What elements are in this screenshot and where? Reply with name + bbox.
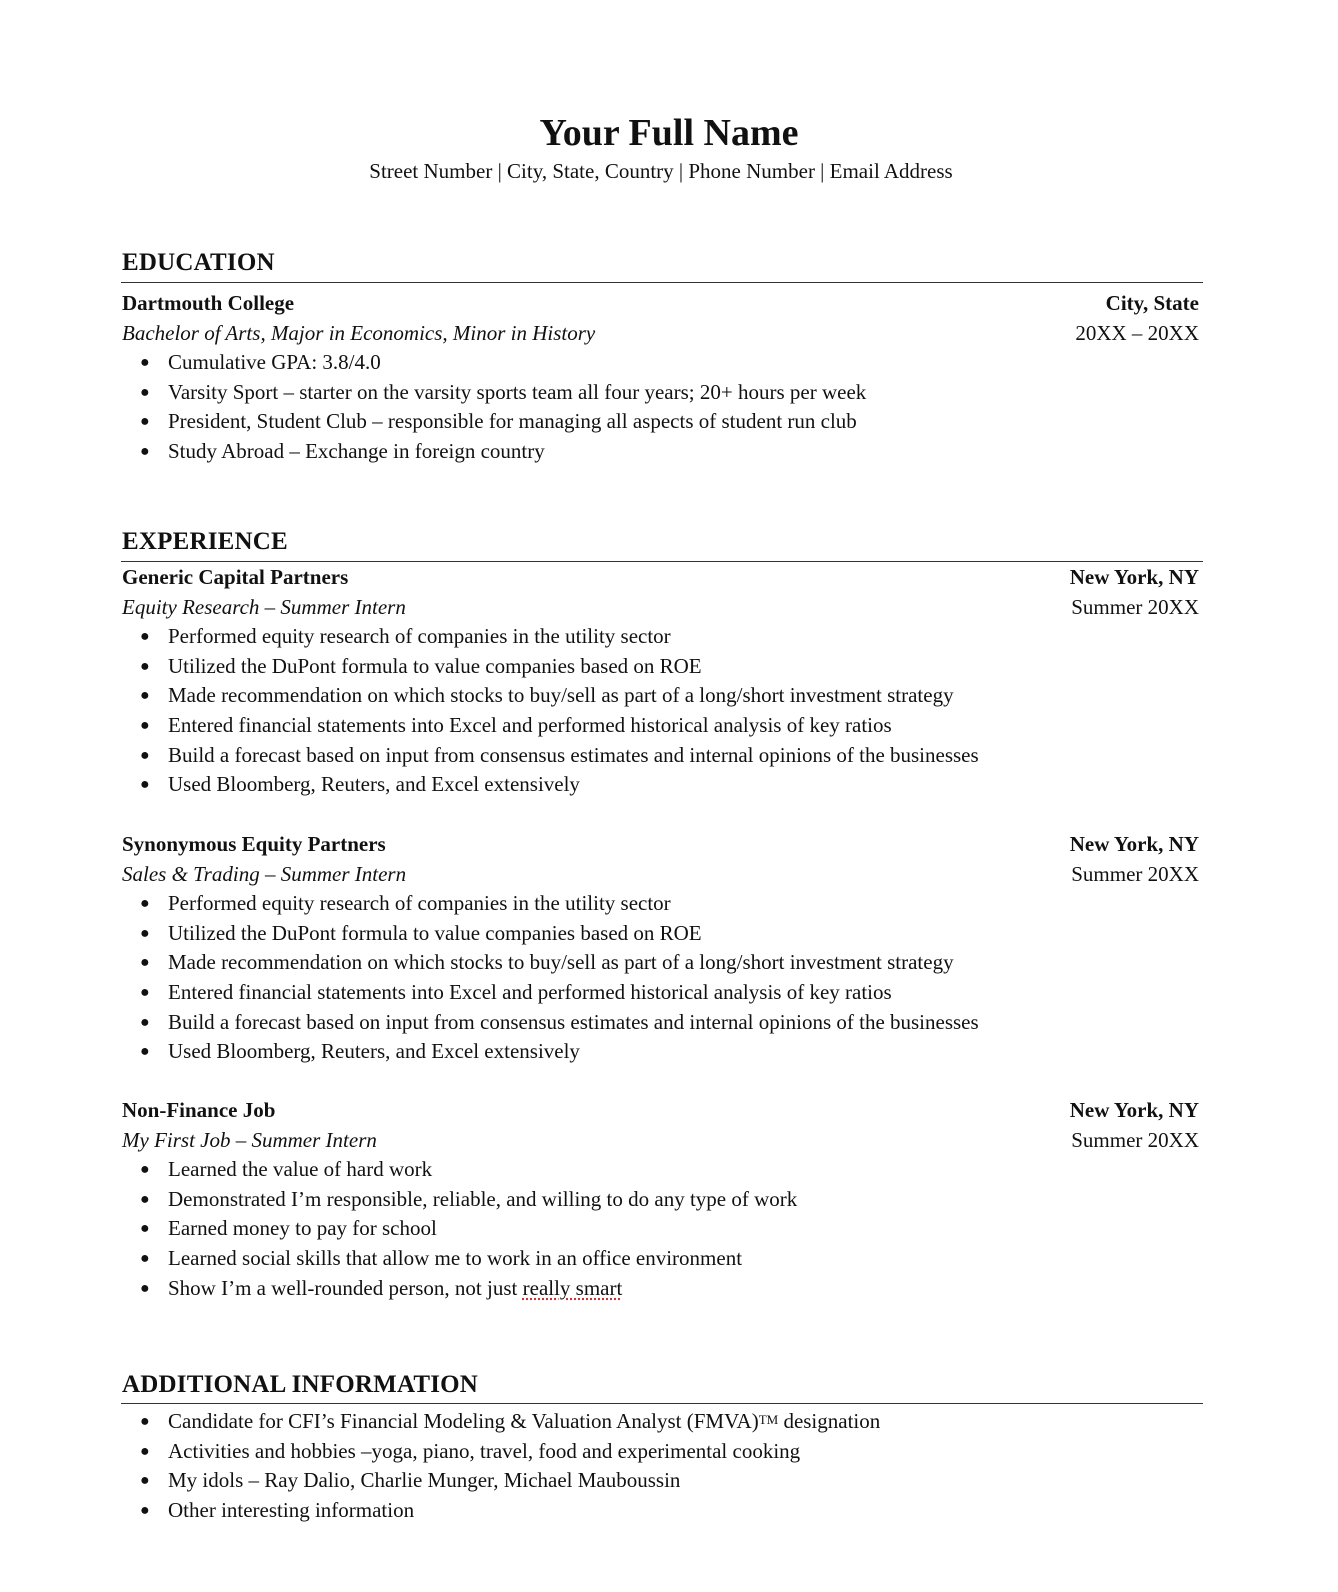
list-item: ● Demonstrated I’m responsible, reliable, and willing to do any type of work — [122, 1185, 1199, 1215]
list-item: ● Show I’m a well-rounded person, not just really smart — [122, 1274, 1199, 1304]
trademark-mark: TM — [758, 1412, 779, 1427]
bullet-icon: ● — [140, 657, 150, 675]
job-dates: Summer 20XX — [1071, 1127, 1199, 1152]
list-item: ● Varsity Sport – starter on the varsity sports team all four years; 20+ hours per week — [122, 378, 1199, 408]
list-item: ● Utilized the DuPont formula to value companies based on ROE — [122, 652, 1199, 682]
bullet-icon: ● — [140, 442, 150, 460]
job-location: New York, NY — [1069, 1098, 1199, 1122]
bullet-icon: ● — [140, 746, 150, 764]
bullet-icon: ● — [140, 628, 150, 646]
job-role: Sales & Trading – Summer Intern — [122, 861, 407, 886]
education-entry — [122, 289, 1199, 467]
list-item: ● Earned money to pay for school — [122, 1214, 1199, 1244]
bullet-icon: ● — [140, 954, 150, 972]
education-bullets — [122, 348, 1199, 466]
job-dates: Summer 20XX — [1071, 594, 1199, 619]
company-name: Synonymous Equity Partners — [122, 832, 386, 856]
list-item: ● Build a forecast based on input from consensus estimates and internal opinions of the businesses — [122, 1008, 1199, 1038]
list-item: ● Entered financial statements into Excel and performed historical analysis of key ratios — [122, 711, 1199, 741]
job-role: Equity Research – Summer Intern — [122, 594, 406, 619]
list-item: ● Study Abroad – Exchange in foreign country — [122, 437, 1199, 467]
bullet-icon: ● — [140, 776, 150, 794]
bullet-icon: ● — [140, 1161, 150, 1179]
list-item: ● Made recommendation on which stocks to buy/sell as part of a long/short investment strategy — [122, 948, 1199, 978]
bullet-icon: ● — [140, 983, 150, 1001]
bullet-icon: ● — [140, 924, 150, 942]
bullet-icon: ● — [140, 716, 150, 734]
list-item: ● My idols – Ray Dalio, Charlie Munger, Michael Mauboussin — [122, 1466, 1199, 1496]
school-name: Dartmouth College — [122, 291, 295, 315]
list-item: ● Used Bloomberg, Reuters, and Excel extensively — [122, 1037, 1199, 1067]
list-item: ● Made recommendation on which stocks to buy/sell as part of a long/short investment strategy — [122, 681, 1199, 711]
additional-bullets — [122, 1407, 1199, 1525]
job-entry — [122, 830, 1199, 1067]
list-item: ● Performed equity research of companies in the utility sector — [122, 622, 1199, 652]
bullet-icon: ● — [140, 1220, 150, 1238]
bullet-icon: ● — [140, 1472, 150, 1490]
job-bullets — [122, 1155, 1199, 1303]
list-item: ● Candidate for CFI’s Financial Modeling & Valuation Analyst (FMVA)™ designation — [122, 1407, 1199, 1437]
section-divider — [121, 282, 1203, 283]
bullet-icon: ● — [140, 413, 150, 431]
spellcheck-flagged-text[interactable]: really smart — [522, 1275, 623, 1300]
job-dates: Summer 20XX — [1071, 861, 1199, 886]
list-item: ● Utilized the DuPont formula to value companies based on ROE — [122, 919, 1199, 949]
list-item: ● Performed equity research of companies in the utility sector — [122, 889, 1199, 919]
list-item: ● Other interesting information — [122, 1496, 1199, 1526]
list-item: ● President, Student Club – responsible for managing all aspects of student run club — [122, 407, 1199, 437]
company-name: Non-Finance Job — [122, 1098, 276, 1122]
job-bullets — [122, 889, 1199, 1067]
school-location: City, State — [1105, 291, 1199, 315]
list-item: ● Entered financial statements into Excel and performed historical analysis of key ratios — [122, 978, 1199, 1008]
bullet-icon: ● — [140, 1413, 150, 1430]
section-divider — [121, 1403, 1203, 1404]
resume-name: Your Full Name — [539, 112, 799, 154]
job-bullets — [122, 622, 1199, 800]
job-location: New York, NY — [1069, 832, 1199, 856]
job-entry — [122, 563, 1199, 800]
list-item: ● Learned the value of hard work — [122, 1155, 1199, 1185]
company-name: Generic Capital Partners — [122, 565, 349, 589]
bullet-icon: ● — [140, 354, 150, 372]
list-item: ● Build a forecast based on input from consensus estimates and internal opinions of the businesses — [122, 741, 1199, 771]
job-role: My First Job – Summer Intern — [122, 1127, 377, 1152]
section-title-experience: EXPERIENCE — [122, 528, 288, 555]
contact-line: Street Number | City, State, Country | Phone Number | Email Address — [369, 159, 953, 183]
additional-entry — [122, 1407, 1199, 1525]
job-location: New York, NY — [1069, 565, 1199, 589]
list-item: ● Used Bloomberg, Reuters, and Excel extensively — [122, 770, 1199, 800]
list-item: ● Cumulative GPA: 3.8/4.0 — [122, 348, 1199, 378]
bullet-icon: ● — [140, 1013, 150, 1031]
section-title-additional: ADDITIONAL INFORMATION — [122, 1371, 479, 1398]
list-item: ● Learned social skills that allow me to work in an office environment — [122, 1244, 1199, 1274]
list-item: ● Activities and hobbies –yoga, piano, travel, food and experimental cooking — [122, 1437, 1199, 1467]
degree: Bachelor of Arts, Major in Economics, Minor in History — [122, 320, 596, 345]
bullet-icon: ● — [140, 687, 150, 705]
bullet-icon: ● — [140, 895, 150, 913]
bullet-icon: ● — [140, 1043, 150, 1061]
bullet-icon: ● — [140, 1442, 150, 1460]
bullet-icon: ● — [140, 1190, 150, 1208]
bullet-icon: ● — [140, 383, 150, 401]
bullet-icon: ● — [140, 1279, 150, 1297]
bullet-icon: ● — [140, 1249, 150, 1267]
education-dates: 20XX – 20XX — [1075, 320, 1199, 345]
job-entry — [122, 1096, 1199, 1303]
section-divider — [121, 561, 1203, 562]
bullet-icon: ● — [140, 1501, 150, 1519]
section-title-education: EDUCATION — [122, 249, 275, 276]
